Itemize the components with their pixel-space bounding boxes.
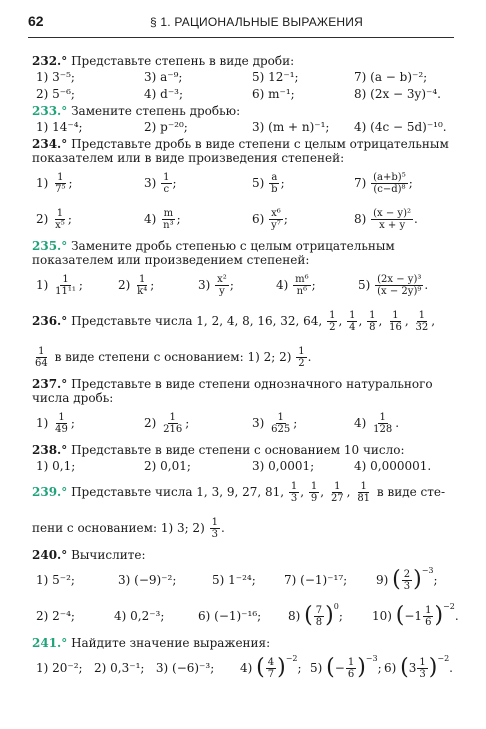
fraction-item: 2) 1 k⁴ ;: [118, 273, 155, 297]
fraction-item: 6) ( 3 1 3 ) $^{-2}$ .: [384, 654, 453, 680]
exercise-237-row: [32, 407, 454, 439]
item: 1) 14⁻⁴;: [36, 120, 83, 134]
exercise-number: 233.°: [32, 104, 68, 118]
exercise-241-row: [32, 652, 454, 684]
fraction-item: 3) x² y ;: [198, 273, 234, 297]
fraction-item: 4) 1 128 .: [354, 411, 400, 435]
exercise-235: [32, 239, 454, 267]
exercise-236-cont: 1 64 в виде степени с основанием: 1) 2; 2) 1 2 .: [35, 345, 312, 369]
exercise-239: 239.° Представьте числа 1, 3, 9, 27, 81, 1 3 , 1 9 , 1 27 , 1 81 в виде сте-: [32, 480, 446, 504]
exercise-text: Замените степень дробью:: [71, 104, 241, 118]
exercise-233-row: [32, 120, 454, 135]
section-title: § 1. РАЦИОНАЛЬНЫЕ ВЫРАЖЕНИЯ: [150, 15, 363, 29]
item: 5) 12⁻¹;: [252, 70, 299, 84]
exercise-number: 240.°: [32, 548, 68, 562]
exercise-number: 232.°: [32, 54, 68, 68]
page-number: 62: [28, 13, 44, 29]
fraction-item: 1) 1 11¹¹ ;: [36, 273, 83, 297]
item: 3) (−9)⁻²;: [118, 573, 177, 587]
exercise-text: Представьте дробь в виде степени с целым отрицательным показателем или в виде произведения степеней:: [32, 137, 449, 165]
exercise-text: Представьте числа 1, 3, 9, 27, 81,: [71, 485, 285, 499]
exercise-236: 236.° Представьте числа 1, 2, 4, 8, 16, 32, 64, 1 2 , 1 4 , 1 8 , 1 16 , 1 32 ,: [32, 309, 436, 333]
fraction-item: 2) 1 x⁵ ;: [36, 207, 72, 231]
exercise-number: 238.°: [32, 443, 68, 457]
item: 4) (4c − 5d)⁻¹⁰.: [354, 120, 447, 134]
exercise-232: [32, 54, 454, 68]
exercise-233: [32, 104, 454, 118]
fraction-item: 9) ( 2 3 ) $^{-3}$ ;: [376, 566, 438, 592]
fraction-item: 2) 1 216 ;: [144, 411, 190, 435]
exercise-234-row-2: [32, 203, 454, 235]
exercise-238-row: [32, 459, 454, 474]
fraction-item: 5) (2x − y)³ (x − 2y)⁹ .: [358, 273, 429, 297]
item: 2) p⁻²⁰;: [144, 120, 188, 134]
exercise-240: [32, 548, 454, 562]
exercise-number: 239.°: [32, 485, 68, 499]
page-header: [0, 0, 486, 44]
exercise-240-row-1: [32, 564, 454, 596]
exercise-text: в виде степени с основанием: 1) 2; 2): [54, 350, 292, 364]
exercise-number: 237.°: [32, 377, 68, 391]
fraction-item: 1) 1 49 ;: [36, 411, 75, 435]
item: 1) 5⁻²;: [36, 573, 75, 587]
exercise-232-row-1: [32, 70, 454, 85]
exercise-234: [32, 137, 454, 165]
fraction-item: 8) (x − y)² x + y .: [354, 207, 418, 231]
fraction-item: 7) (a+b)⁵ (c−d)⁸ ;: [354, 171, 413, 195]
item: 2) 5⁻⁶;: [36, 87, 75, 101]
fraction-item: 5) ( − $\frac{1}{6}$ ) $^{-3}$ ;: [310, 654, 382, 680]
exercise-235-row: [32, 269, 454, 301]
exercise-238: [32, 443, 454, 457]
fraction-item: 8) ( 7 8 ) $^0$ ;: [288, 602, 343, 628]
fraction-item: 3) 1 625 ;: [252, 411, 298, 435]
exercise-239-cont: пени с основанием: 1) 3; 2) 1 3 .: [32, 516, 225, 540]
exercise-text: Представьте в виде степени однозначного натурального числа дробь:: [32, 377, 433, 405]
item: 1) 3⁻⁵;: [36, 70, 75, 84]
exercise-text: Представьте степень в виде дроби:: [71, 54, 295, 68]
exercise-text: Представьте числа 1, 2, 4, 8, 16, 32, 64,: [71, 314, 323, 328]
exercise-text: Замените дробь степенью с целым отрицательным показателем или произведением степеней:: [32, 239, 395, 267]
exercise-number: 236.°: [32, 314, 68, 328]
exercise-232-row-2: [32, 87, 454, 102]
item: 2) 0,01;: [144, 459, 191, 473]
exercise-text: Вычислите:: [71, 548, 146, 562]
item: 3) (m + n)⁻¹;: [252, 120, 330, 134]
exercise-241: [32, 636, 454, 650]
fraction-item: 1) 1 7⁵ ;: [36, 171, 73, 195]
exercise-number: 235.°: [32, 239, 68, 253]
item: 3) a⁻⁹;: [144, 70, 183, 84]
item: 6) m⁻¹;: [252, 87, 295, 101]
item: 5) 1⁻²⁴;: [212, 573, 256, 587]
exercise-237: [32, 377, 454, 405]
header-rule: [28, 37, 454, 38]
exercise-text: пени с основанием: 1) 3; 2): [32, 521, 205, 535]
fraction-item: 5) a b ;: [252, 171, 285, 195]
item: 7) (a − b)⁻²;: [354, 70, 428, 84]
item: 6) (−1)⁻¹⁶;: [198, 609, 262, 623]
exercise-text: Найдите значение выражения:: [71, 636, 271, 650]
fraction-item: 3) 1 c ;: [144, 171, 177, 195]
fraction-item: 4) m n³ ;: [144, 207, 181, 231]
fraction-item: 6) x⁶ y⁷ ;: [252, 207, 288, 231]
item: 4) 0,2⁻³;: [114, 609, 165, 623]
exercise-240-row-2: [32, 600, 459, 632]
item: 1) 0,1;: [36, 459, 76, 473]
item: 8) (2x − 3y)⁻⁴.: [354, 87, 441, 101]
fraction-item: 10) ( −1 1 6 ) $^{-2}$ .: [372, 602, 459, 628]
exercise-number: 234.°: [32, 137, 68, 151]
exercise-number: 241.°: [32, 636, 68, 650]
exercise-text: Представьте в виде степени с основанием 10 число:: [71, 443, 405, 457]
exercises: [32, 54, 459, 688]
item: 4) 0,000001.: [354, 459, 432, 473]
item: 7) (−1)⁻¹⁷;: [284, 573, 348, 587]
item: 1) 20⁻²; 2) 0,3⁻¹; 3) (−6)⁻³;: [36, 661, 215, 675]
fraction-item: 4) m⁶ n⁶ ;: [276, 273, 316, 297]
item: 3) 0,0001;: [252, 459, 315, 473]
exercise-234-row-1: [32, 167, 454, 199]
item: 2) 2⁻⁴;: [36, 609, 75, 623]
item: 4) d⁻³;: [144, 87, 183, 101]
fraction-item: 4) ( 4 7 ) $^{-2}$ ;: [240, 654, 302, 680]
